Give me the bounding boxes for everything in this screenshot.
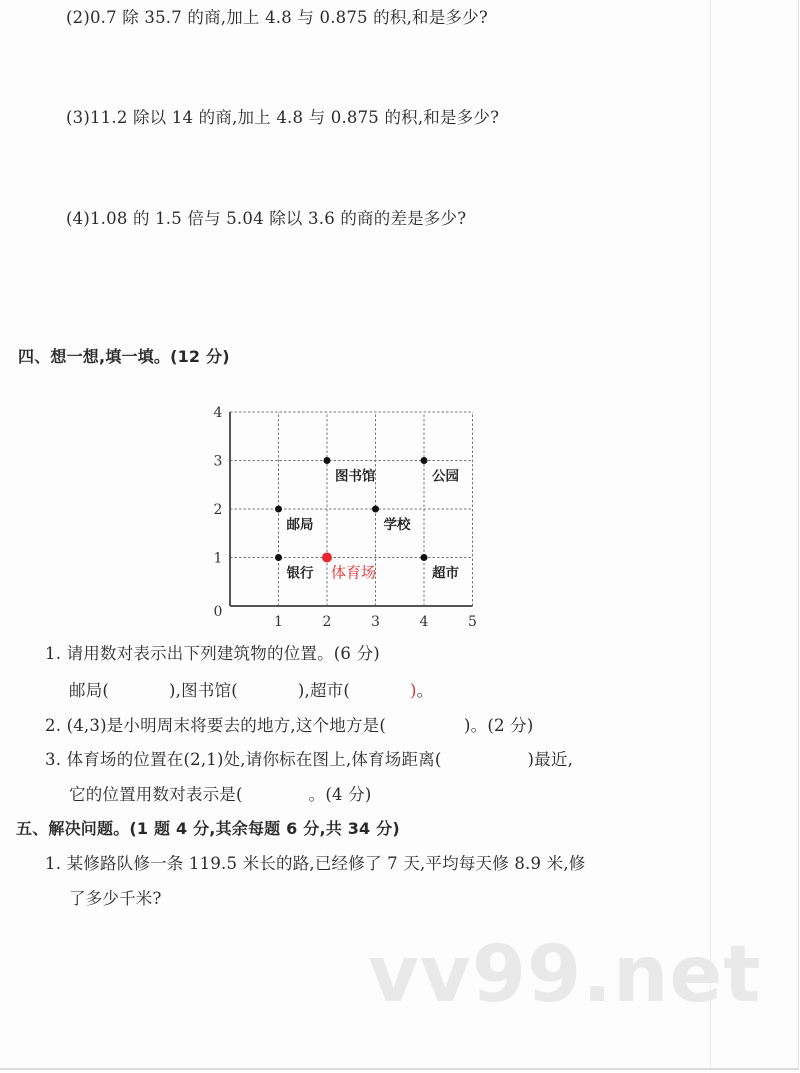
section-5-q1-line1: 1. 某修路队修一条 119.5 米长的路,已经修了 7 天,平均每天修 8.9 米,修 (45, 854, 586, 873)
location-label: 学校 (383, 517, 411, 533)
question-3-2: (2)0.7 除 35.7 的商,加上 4.8 与 0.875 的积,和是多少? (66, 8, 488, 27)
section-4-q1-prompt: 1. 请用数对表示出下列建筑物的位置。(6 分) (45, 644, 380, 663)
y-tick-label: 4 (213, 405, 223, 421)
y-tick-label: 0 (213, 604, 223, 620)
coordinate-grid (200, 395, 500, 635)
location-label: 超市 (432, 565, 459, 582)
grid-chart (200, 395, 500, 635)
section-4-q1-answers: 邮局( ),图书馆( ),超市( )。 (69, 681, 434, 700)
x-tick-label: 2 (322, 614, 332, 630)
section-4-q3-line2: 它的位置用数对表示是( 。(4 分) (69, 785, 372, 804)
location-point (275, 506, 282, 513)
y-tick-label: 2 (213, 502, 223, 518)
location-label: 体育场 (331, 563, 377, 582)
location-point (324, 457, 331, 464)
section-4-q3-line1: 3. 体育场的位置在(2,1)处,请你标在图上,体育场距离( )最近, (45, 750, 574, 769)
location-point (372, 506, 379, 513)
location-label: 公园 (432, 468, 459, 485)
location-label: 邮局 (286, 517, 314, 533)
location-label: 图书馆 (335, 468, 376, 485)
margin-divider (710, 0, 711, 1068)
location-point (421, 554, 428, 561)
location-point (421, 457, 428, 464)
y-tick-label: 3 (213, 453, 223, 470)
y-tick-label: 1 (213, 550, 223, 567)
location-point (322, 553, 332, 563)
section-5-heading: 五、解决问题。(1 题 4 分,其余每题 6 分,共 34 分) (16, 819, 400, 838)
x-tick-label: 1 (274, 614, 283, 630)
section-5-q1-line2: 了多少千米? (69, 889, 162, 908)
watermark: vv99.net (368, 930, 762, 1020)
question-3-4: (4)1.08 的 1.5 倍与 5.04 除以 3.6 的商的差是多少? (66, 209, 467, 228)
location-point (275, 554, 282, 561)
x-tick-label: 4 (419, 614, 429, 630)
question-3-3: (3)11.2 除以 14 的商,加上 4.8 与 0.875 的积,和是多少? (66, 108, 500, 127)
section-4-heading: 四、想一想,填一填。(12 分) (18, 347, 230, 366)
x-tick-label: 5 (468, 614, 477, 630)
x-tick-label: 3 (371, 614, 380, 630)
section-4-q2: 2. (4,3)是小明周末将要去的地方,这个地方是( )。(2 分) (45, 716, 534, 735)
location-label: 银行 (286, 565, 314, 582)
